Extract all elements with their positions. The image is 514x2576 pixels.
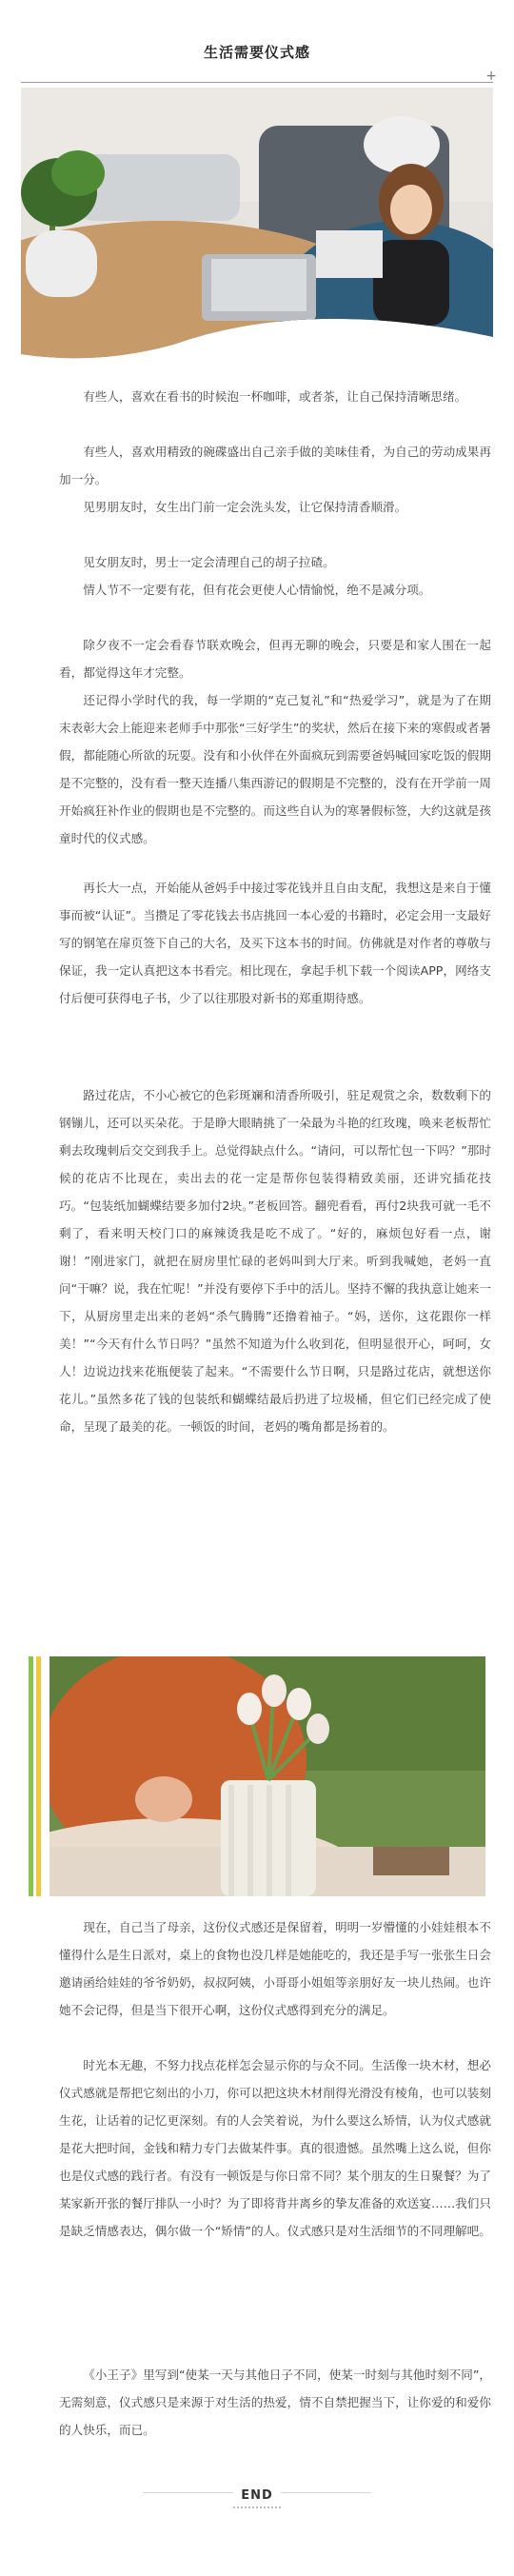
- paragraph-3: 见男朋友时，女生出门前一定会洗头发，让它保持清香顺滑。: [83, 500, 407, 514]
- accent-stripe-green: [29, 1656, 33, 1896]
- paragraph-9: 路过花店，不小心被它的色彩斑斓和清香所吸引，驻足观赏之余，数数剩下的钢镚儿，还可以买朵花。于是睁大眼睛挑了一朵最为斗艳的红玫瑰，唤来老板帮忙剩去玫瑰刺后交交到我手上。总觉得缺点什么。“请问，可以帮忙包一下吗？”那时候的花店不比现在，卖出去的花一定是帮你包装得精致美丽，还讲究插花技巧。“包装纸加蝴蝶结要多加付2块。”老板回答。翻兜看看，再付2块我可就一毛不剩了，看来明天校门口的麻辣烫我是吃不成了。“好的，麻烦包好看一点，谢谢！”刚进家门，就把在厨房里忙碌的老妈叫到大厅来。听到我喊她，老妈一直问“干嘛？说，我在忙呢！”并没有要停下手中的活儿。坚持不懈的我执意让她来一下，从厨房里走出来的老妈“杀气腾腾”还撸着袖子。“妈，送你，这花跟你一样美！”“今天有什么节日吗？”虽然不知道为什么收到花，但明显很开心，呵呵，女人！边说边找来花瓶便装了起来。“不需要什么节日啊，只是路过花店，就想送你花儿。”虽然多花了钱的包装纸和蝴蝶结最后扔进了垃圾桶，但它们已经完成了使命，呈现了最美的花。一顿饭的时间，老妈的嘴角都是扬着的。: [59, 1088, 491, 1434]
- paragraph-4: 见女朋友时，男士一定会清理自己的胡子拉碴。: [83, 555, 335, 569]
- end-badge: [0, 2485, 514, 2508]
- plus-icon: +: [485, 69, 497, 84]
- accent-stripe-yellow: [36, 1656, 41, 1896]
- paragraph-2: 有些人，喜欢用精致的碗碟盛出自己亲手做的美味佳肴，为自己的劳动成果再加一分。: [59, 445, 491, 486]
- flower-photo-block: [29, 1656, 485, 1896]
- paragraph-6: 除夕夜不一定会看春节联欢晚会，但再无聊的晚会，只要是和家人围在一起看，都觉得这年才完整。: [59, 638, 491, 680]
- end-label: END: [233, 2485, 281, 2508]
- paragraph-11: 时光本无趣，不努力找点花样怎会显示你的与众不同。生活像一块木材，想必仪式感就是帮把它刻出的小刀，你可以把这块木材削得光滑没有棱角，也可以装刻生花，让话着的记忆更深刻。有的人会笑着说，为什么要这么矫情，认为仪式感就是花大把时间，金钱和精力专门去做某件事。真的很遗憾。虽然嘴上这么说，但你也是仪式感的践行者。有没有一顿饭是与你日常不同？某个朋友的生日聚餐？为了某家新开张的餐厅排队一小时？为了即将背井离乡的挚友准备的欢送宴……我们只是缺乏情感表达，偶尔做一个“矫情”的人。仪式感只是对生活细节的不同理解吧。: [59, 2058, 491, 2238]
- flower-vase-photo: [49, 1656, 485, 1896]
- hero-photo-reading-woman: [21, 88, 493, 366]
- hero-divider: [21, 82, 493, 83]
- paragraph-1: 有些人，喜欢在看书的时候泡一杯咖啡，或者茶，让自己保持清晰思绪。: [83, 389, 467, 404]
- paragraph-5: 情人节不一定要有花，但有花会更使人心情愉悦，绝不是减分项。: [83, 583, 431, 597]
- hero-image-frame: [21, 69, 497, 367]
- paragraph-8: 再长大一点，开始能从爸妈手中接过零花钱并且自由支配，我想这是来自于懂事而被“认证”。当攒足了零花钱去书店挑回一本心爱的书籍时，必定会用一支最好写的钢笔在扉页签下自己的大名，及买下这本书的时间。仿佛就是对作者的尊敬与保证，我一定认真把这本书看完。相比现在，拿起手机下载一个阅读APP，网络支付后便可获得电子书，少了以往那股对新书的郑重期待感。: [59, 881, 491, 1005]
- paragraph-12: 《小王子》里写到“使某一天与其他日子不同，使某一时刻与其他时刻不同”，无需刻意，仪式感只是来源于对生活的热爱，情不自禁把握当下，让你爱的和爱你的人快乐，而已。: [59, 2368, 491, 2437]
- paragraph-7: 还记得小学时代的我，每一学期的“克己复礼”和“热爱学习”，就是为了在期末表彰大会上能迎来老师手中那张“三好学生”的奖状，然后在接下来的寒假或者暑假，都能随心所欲的玩耍。没有和小伙伴在外面疯玩到需要爸妈喊回家吃饭的假期是不完整的，没有看一整天连播八集西游记的假期是不完整的，没有在开学前一周开始疯狂补作业的假期也是不完整的。而这些自认为的寒暑假标签，大约这就是孩童时代的仪式感。: [59, 693, 491, 845]
- paragraph-10: 现在，自己当了母亲，这份仪式感还是保留着，明明一岁懵懂的小娃娃根本不懂得什么是生日派对，桌上的食物也没几样是她能吃的，我还是手写一张张生日会邀请函给娃娃的爷爷奶奶，叔叔阿姨，小哥哥小姐姐等亲朋好友一块儿热闹。也许她不会记得，但是当下很开心啊，这份仪式感得到充分的满足。: [59, 1920, 491, 2017]
- article-title: 生活需要仪式感: [203, 44, 310, 61]
